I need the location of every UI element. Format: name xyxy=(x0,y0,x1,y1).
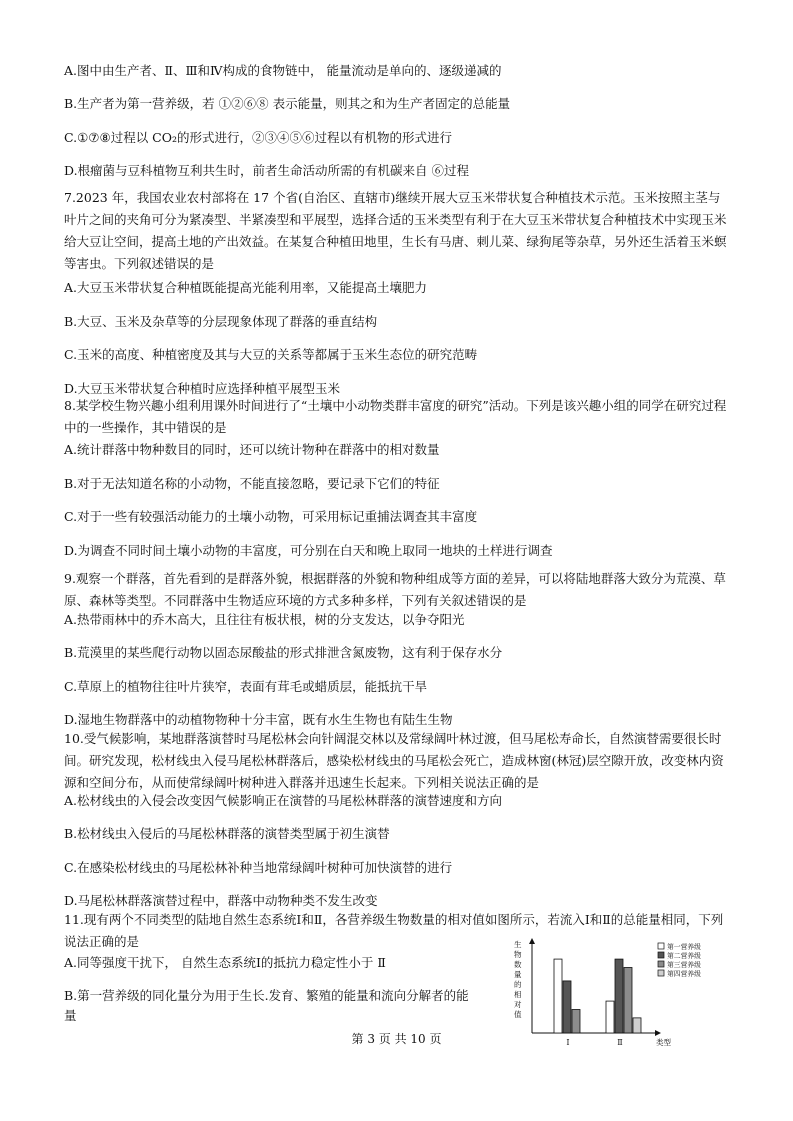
legend-label: 第四营养级 xyxy=(667,970,701,978)
q9-stem: 9.观察一个群落，首先看到的是群落外貌，根据群落的外貌和物种组成等方面的差异，可以将陆地群落大致分为荒漠、草原、森林等类型。不同群落中生物适应环境的方式多种多样，下列有关叙述错误的是 xyxy=(64,571,726,608)
x-axis-label: 类型 xyxy=(656,1038,671,1047)
bar-1-1 xyxy=(615,959,623,1033)
q7-option-a: A.大豆玉米带状复合种植既能提高光能利用率，又能提高土壤肥力 xyxy=(64,280,428,295)
legend-label: 第二营养级 xyxy=(667,952,701,960)
q7-stem: 7.2023 年，我国农业农村部将在 17 个省(自治区、直辖市)继续开展大豆玉米带状复合种植技术示范。玉米按照主茎与叶片之间的夹角可分为紧凑型、半紧凑型和平展型，选择合适的玉米类型有利于在大豆玉米带状复合种植技术中实现玉米给大豆让空间，提高土地的产出效益。在某复合种植田地里，生长有马唐、刺儿菜、绿狗尾等杂草，另外还生活着玉米螟等害虫。下列叙述错误的是 xyxy=(64,190,727,271)
page-footer: 第 3 页 共 10 页 xyxy=(351,1032,442,1046)
q6-option-b: B.生产者为第一营养级，若 ①②⑥⑧ 表示能量，则其之和为生产者固定的总能量 xyxy=(64,96,511,111)
q10-stem: 10.受气候影响，某地群落演替时马尾松林会向针阔混交林以及常绿阔叶林过渡，但马尾松寿命长，自然演替需要很长时间。研究发现，松材线虫入侵马尾松林群落后，感染松材线虫的马尾松会死亡，造成林窗(林冠)层空隙开放，改变林内资源和空间分布，从而使常绿阔叶树种进入群落并迅速生长起来。下列相关说法正确的是 xyxy=(64,731,724,790)
q11-stem: 11.现有两个不同类型的陆地自然生态系统Ⅰ和Ⅱ，各营养级生物数量的相对值如图所示，若流入Ⅰ和Ⅱ的总能量相同，下列说法正确的是 xyxy=(64,912,724,949)
q10-option-b: B.松材线虫入侵后的马尾松林群落的演替类型属于初生演替 xyxy=(64,826,390,841)
q7-option-c: C.玉米的高度、种植密度及其与大豆的关系等都属于玉米生态位的研究范畴 xyxy=(64,347,478,362)
bar-0-1 xyxy=(563,981,571,1033)
x-tick-label: Ⅰ xyxy=(566,1038,570,1047)
legend-label: 第一营养级 xyxy=(667,943,701,951)
q6-option-c: C.①⑦⑧过程以 CO₂的形式进行，②③④⑤⑥过程以有机物的形式进行 xyxy=(64,130,453,145)
bar-1-2 xyxy=(624,967,632,1033)
q10-option-a: A.松材线虫的入侵会改变因气候影响正在演替的马尾松林群落的演替速度和方向 xyxy=(64,793,503,808)
q6-option-a: A.图中由生产者、Ⅱ、Ⅲ和Ⅳ构成的食物链中， 能量流动是单向的、逐级递减的 xyxy=(64,63,502,78)
q11-option-b: B.第一营养级的同化量分为用于生长.发育、繁殖的能量和流向分解者的能 xyxy=(64,988,469,1003)
q7-option-b: B.大豆、玉米及杂草等的分层现象体现了群落的垂直结构 xyxy=(64,314,378,329)
q11-option-b-continued: 量 xyxy=(64,1008,77,1023)
y-axis-label: 生物数量的相对值 xyxy=(514,940,522,1019)
q8-option-b: B.对于无法知道名称的小动物，不能直接忽略，要记录下它们的特征 xyxy=(64,476,440,491)
q6-option-d: D.根瘤菌与豆科植物互利共生时，前者生命活动所需的有机碳来自 ⑥过程 xyxy=(64,163,470,178)
q9-option-d: D.湿地生物群落中的动植物物种十分丰富，既有水生生物也有陆生生物 xyxy=(64,712,453,727)
legend-swatch xyxy=(658,970,664,976)
q8-stem: 8.某学校生物兴趣小组利用课外时间进行了“土壤中小动物类群丰富度的研究”活动。下列是该兴趣小组的同学在研究过程中的一些操作，其中错误的是 xyxy=(64,398,727,435)
bar-0-0 xyxy=(554,959,562,1033)
q10-option-d: D.马尾松林群落演替过程中，群落中动物种类不发生改变 xyxy=(64,893,378,908)
legend-label: 第三营养级 xyxy=(667,961,701,969)
legend-swatch xyxy=(658,943,664,949)
x-tick-label: Ⅱ xyxy=(617,1038,623,1047)
q8-option-c: C.对于一些有较强活动能力的土壤小动物，可采用标记重捕法调查其丰富度 xyxy=(64,509,478,524)
legend-swatch xyxy=(658,952,664,958)
q8-option-a: A.统计群落中物种数目的同时，还可以统计物种在群落中的相对数量 xyxy=(64,442,440,457)
q10-option-c: C.在感染松材线虫的马尾松林补种当地常绿阔叶树种可加快演替的进行 xyxy=(64,860,453,875)
q11-option-a: A.同等强度干扰下， 自然生态系统Ⅰ的抵抗力稳定性小于 Ⅱ xyxy=(64,955,386,970)
legend-swatch xyxy=(658,961,664,967)
q9-option-b: B.荒漠里的某些爬行动物以固态尿酸盐的形式排泄含氮废物，这有利于保存水分 xyxy=(64,645,503,660)
q9-option-a: A.热带雨林中的乔木高大，且往往有板状根，树的分支发达，以争夺阳光 xyxy=(64,612,465,627)
q9-option-c: C.草原上的植物往往叶片狭窄，表面有茸毛或蜡质层，能抵抗干旱 xyxy=(64,679,428,694)
bar-1-0 xyxy=(606,1001,614,1033)
q8-option-d: D.为调查不同时间土壤小动物的丰富度，可分别在白天和晚上取同一地块的土样进行调查 xyxy=(64,543,553,558)
y-axis-arrow xyxy=(529,938,535,944)
q7-option-d: D.大豆玉米带状复合种植时应选择种植平展型玉米 xyxy=(64,381,341,396)
